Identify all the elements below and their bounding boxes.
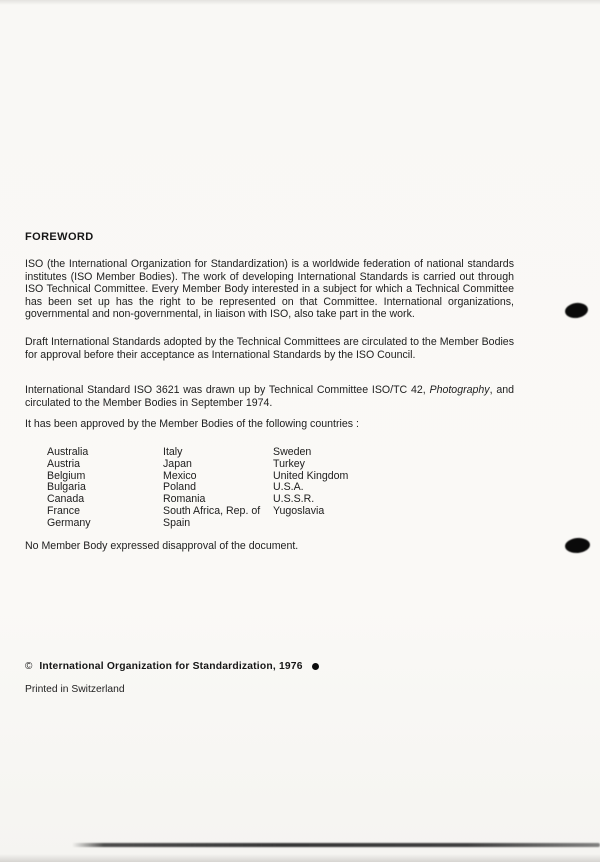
country-item: South Africa, Rep. of: [163, 504, 261, 517]
committee-title-italic: Photography: [429, 384, 490, 396]
country-item: Italy: [163, 446, 183, 458]
country-item: Spain: [163, 516, 191, 529]
copyright-text: International Organization for Standardization, 1976: [39, 661, 303, 672]
scan-edge-shadow-top: [0, 0, 600, 5]
country-item: Yugoslavia: [273, 504, 325, 517]
paragraph-iso-3621-lead: International Standard ISO 3621 was drawn up by Technical Committee ISO/TC 42,: [25, 384, 430, 396]
scan-edge-shadow-bottom: [0, 854, 600, 862]
country-item: Belgium: [47, 469, 86, 482]
country-item: France: [47, 504, 80, 517]
country-item: Australia: [47, 446, 89, 458]
print-registration-dot-icon: [312, 663, 319, 670]
copyright-line: [25, 661, 319, 672]
countries-table: [47, 447, 487, 530]
country-item: Turkey: [273, 457, 305, 470]
foreword-heading: FOREWORD: [25, 231, 94, 243]
copyright-symbol: ©: [25, 661, 33, 672]
countries-column-1: [47, 447, 163, 530]
country-item: Canada: [47, 493, 85, 506]
disapproval-note: No Member Body expressed disapproval of the document.: [25, 540, 299, 552]
country-item: U.S.S.R.: [273, 493, 315, 506]
countries-column-3: [273, 447, 413, 530]
country-item: Bulgaria: [47, 481, 86, 494]
scan-mark-dot-top-icon: [564, 301, 589, 319]
country-item: Romania: [163, 493, 206, 506]
country-item: U.S.A.: [273, 481, 304, 494]
country-item: Sweden: [273, 446, 312, 458]
country-item: Austria: [47, 457, 80, 470]
country-item: United Kingdom: [273, 469, 349, 482]
paragraph-draft-standards: Draft International Standards adopted by the Technical Committees are circulated to the Member Bodies for approval before their acceptance as International Standards by the ISO Council.: [25, 336, 514, 361]
country-item: Mexico: [163, 469, 197, 482]
paragraph-iso-description: ISO (the International Organization for Standardization) is a worldwide federation of national standards institutes (ISO Member Bodies). The work of developing International Standards is carried out through ISO Technical Committee. Every Member Body interested in a subject for which a Technical Committee has been set up has the right to be represented on that Committee. International organizations, governmental and non-governmental, in liaison with ISO, also take part in the work.: [25, 258, 514, 321]
country-item: Poland: [163, 481, 196, 494]
approval-intro: It has been approved by the Member Bodies of the following countries :: [25, 418, 359, 430]
country-item: Japan: [163, 457, 192, 470]
scan-artifact-bottom-line: [72, 843, 600, 847]
paragraph-iso-3621: [25, 384, 514, 409]
countries-column-2: [163, 447, 273, 530]
paragraph-iso-3621-tail: , and circulated to the Member Bodies in September 1974.: [25, 384, 515, 409]
scan-mark-dot-bottom-icon: [564, 537, 590, 554]
country-item: Germany: [47, 516, 91, 529]
printed-in-note: Printed in Switzerland: [25, 684, 125, 695]
